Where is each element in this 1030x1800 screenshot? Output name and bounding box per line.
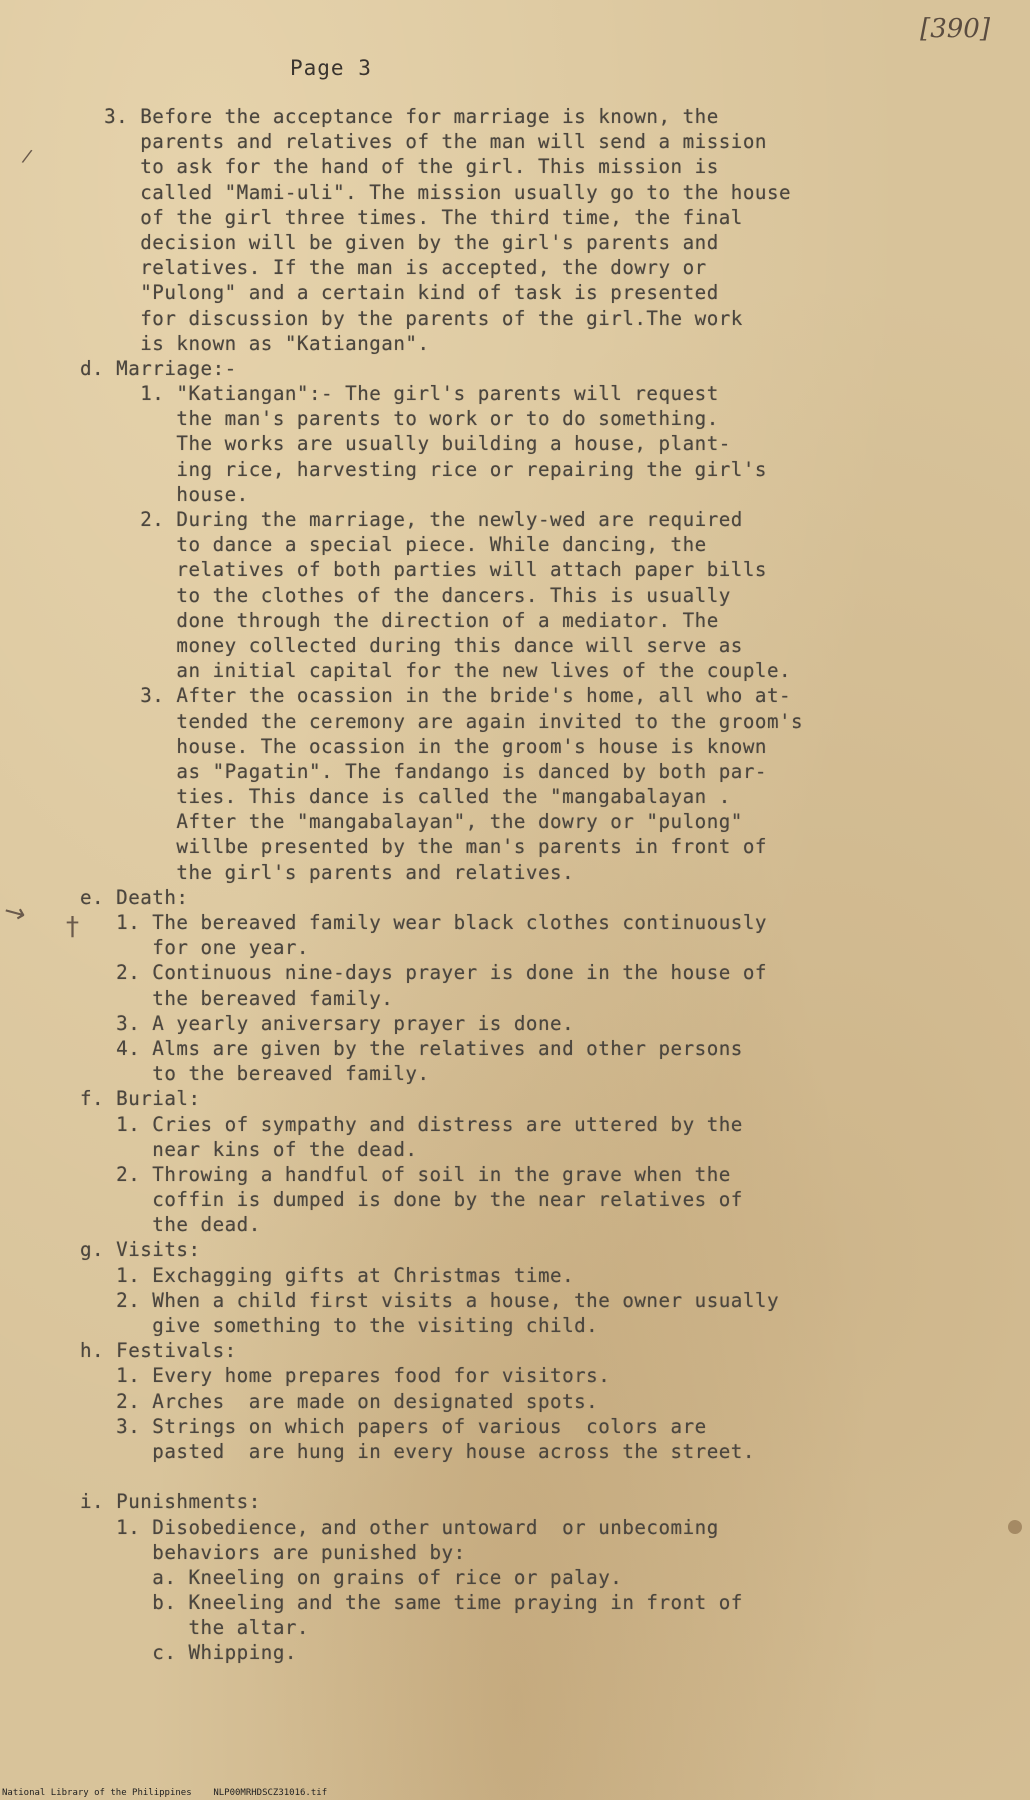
text-line: near kins of the dead. xyxy=(80,1137,418,1161)
text-line: 3. A yearly aniversary prayer is done. xyxy=(80,1011,575,1035)
text-line: coffin is dumped is done by the near relatives of xyxy=(80,1188,743,1212)
archive-number: [390] xyxy=(920,14,990,44)
text-line: 1. "Katiangan":- The girl's parents will request xyxy=(80,382,719,406)
text-line: house. The ocassion in the groom's house is known xyxy=(80,734,767,758)
blank-line xyxy=(80,1464,990,1489)
text-line: 1. Cries of sympathy and distress are uttered by the xyxy=(80,1112,743,1136)
text-line: b. Kneeling and the same time praying in front of xyxy=(80,1591,743,1615)
text-line: the man's parents to work or to do something. xyxy=(80,407,719,431)
text-line: c. Whipping. xyxy=(80,1641,297,1665)
text-line: ties. This dance is called the "mangabalayan . xyxy=(80,785,731,809)
text-line: 1. The bereaved family wear black clothes continuously xyxy=(80,911,767,934)
stain-mark xyxy=(1008,1520,1022,1534)
text-line: done through the direction of a mediator. The xyxy=(80,608,719,632)
text-line: parents and relatives of the man will send a mission xyxy=(80,130,767,154)
text-line: 4. Alms are given by the relatives and other persons xyxy=(80,1036,743,1060)
text-line: to the bereaved family. xyxy=(80,1062,430,1086)
section-heading: e. Death: xyxy=(80,885,189,909)
section-heading: d. Marriage:- xyxy=(80,356,237,380)
text-line: tended the ceremony are again invited to the groom's xyxy=(80,709,804,733)
text-line: to dance a special piece. While dancing, the xyxy=(80,533,707,557)
text-line: 1. Every home prepares food for visitors. xyxy=(80,1364,611,1388)
text-line: a. Kneeling on grains of rice or palay. xyxy=(80,1565,623,1589)
text-line: pasted are hung in every house across the street. xyxy=(80,1439,755,1463)
text-line: money collected during this dance will serve as xyxy=(80,633,743,657)
text-line: 2. Throwing a handful of soil in the grave when the xyxy=(80,1162,731,1186)
text-line: of the girl three times. The third time, the final xyxy=(80,205,743,229)
text-line: 2. When a child first visits a house, the owner usually xyxy=(80,1288,780,1312)
text-line: willbe presented by the man's parents in front of xyxy=(80,835,767,859)
typed-text-body xyxy=(80,104,990,1666)
text-line: 2. Continuous nine-days prayer is done in the house of xyxy=(80,961,767,985)
text-line: the girl's parents and relatives. xyxy=(80,860,575,884)
text-line: for discussion by the parents of the girl.The work xyxy=(80,306,743,330)
text-line: relatives of both parties will attach paper bills xyxy=(80,558,767,582)
text-line: the bereaved family. xyxy=(80,986,394,1010)
text-line: behaviors are punished by: xyxy=(80,1540,466,1564)
text-line: ing rice, harvesting rice or repairing the girl's xyxy=(80,457,767,481)
text-line: is known as "Katiangan". xyxy=(80,331,430,355)
archive-footer: National Library of the Philippines NLP00MRHDSCZ31016.tif xyxy=(2,1788,328,1798)
text-line: 3. Before the acceptance for marriage is known, the xyxy=(80,105,719,128)
text-line: 2. During the marriage, the newly-wed are required xyxy=(80,508,743,531)
text-line: "Pulong" and a certain kind of task is presented xyxy=(80,281,719,305)
section-heading: i. Punishments: xyxy=(80,1490,261,1514)
section-heading: g. Visits: xyxy=(80,1238,201,1262)
margin-arrow-mark: → xyxy=(0,895,30,931)
margin-symbol-mark: † xyxy=(66,912,79,942)
text-line: for one year. xyxy=(80,936,309,960)
text-line: give something to the visiting child. xyxy=(80,1314,599,1337)
text-line: The works are usually building a house, plant- xyxy=(80,432,731,456)
text-line: 2. Arches are made on designated spots. xyxy=(80,1389,599,1413)
text-line: an initial capital for the new lives of the couple. xyxy=(80,659,792,683)
section-heading: f. Burial: xyxy=(80,1087,201,1111)
text-line: 3. After the ocassion in the bride's home, all who at- xyxy=(80,684,792,708)
text-line: called "Mami-uli". The mission usually go to the house xyxy=(80,180,792,204)
text-line: 1. Exchagging gifts at Christmas time. xyxy=(80,1263,575,1287)
margin-tick-mark: / xyxy=(20,145,34,168)
text-line: to ask for the hand of the girl. This mission is xyxy=(80,155,719,179)
text-line: 3. Strings on which papers of various colors are xyxy=(80,1414,707,1438)
page-number: Page 3 xyxy=(290,56,372,80)
text-line: the altar. xyxy=(80,1616,309,1640)
text-line: decision will be given by the girl's parents and xyxy=(80,230,719,254)
text-line: the dead. xyxy=(80,1213,261,1237)
text-line: relatives. If the man is accepted, the dowry or xyxy=(80,256,707,280)
text-line: as "Pagatin". The fandango is danced by both par- xyxy=(80,759,767,783)
text-line: After the "mangabalayan", the dowry or "pulong" xyxy=(80,810,743,834)
text-line: 1. Disobedience, and other untoward or unbecoming xyxy=(80,1515,719,1539)
section-heading: h. Festivals: xyxy=(80,1339,237,1363)
text-line: house. xyxy=(80,482,249,506)
text-line: to the clothes of the dancers. This is usually xyxy=(80,583,731,607)
